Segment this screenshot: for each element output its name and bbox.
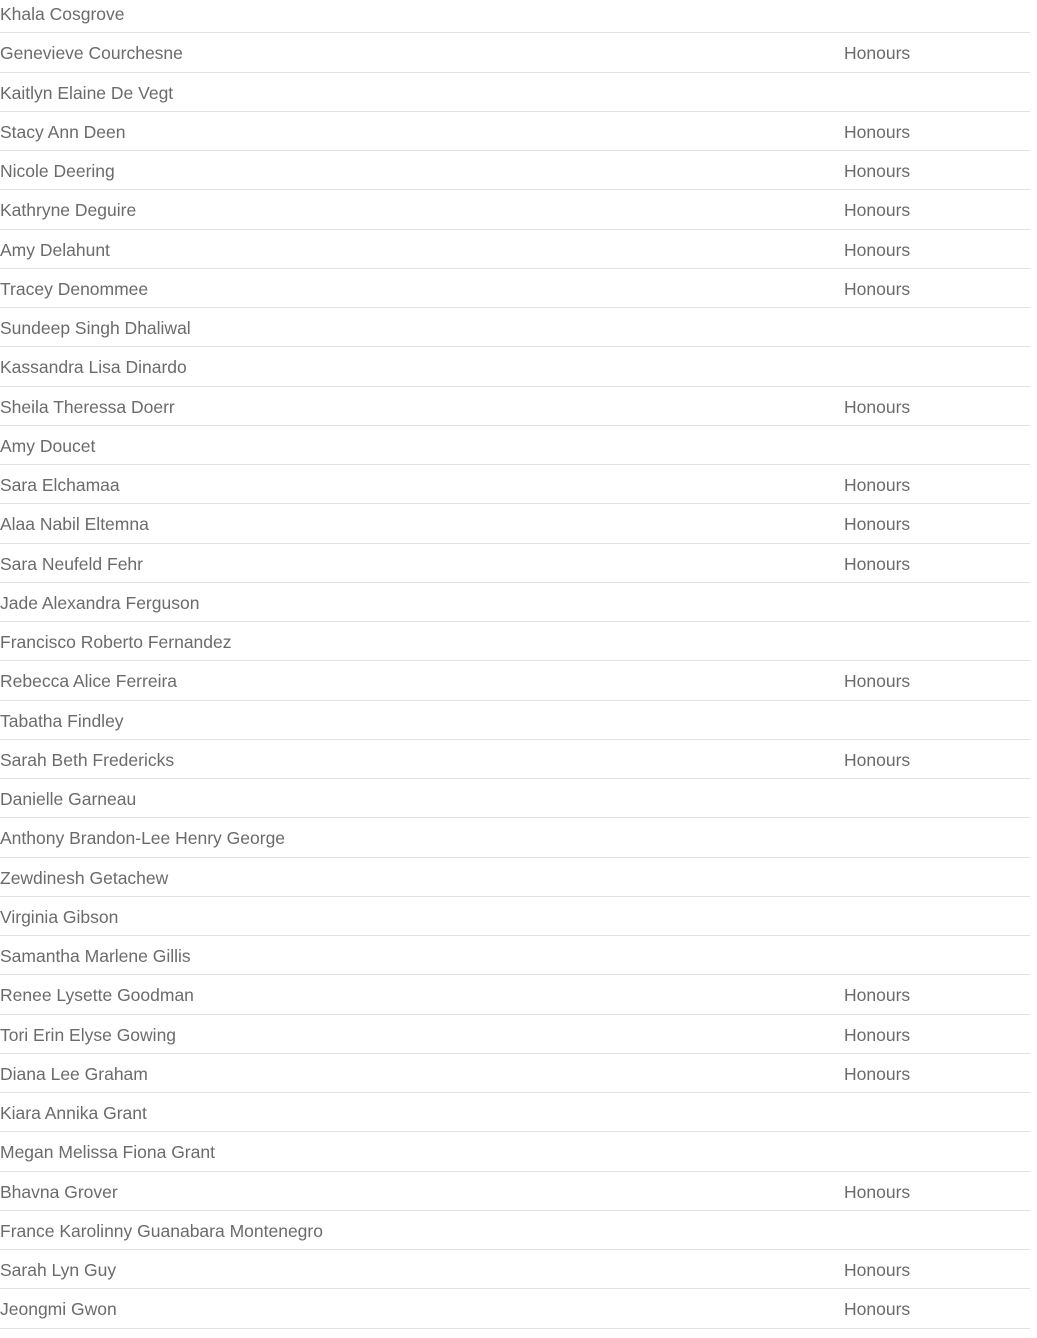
graduate-name: Bhavna Grover (0, 1181, 118, 1202)
graduate-name: Sarah Beth Fredericks (0, 749, 175, 770)
graduate-name: Genevieve Courchesne (0, 43, 183, 64)
graduate-name: Virginia Gibson (0, 906, 119, 927)
honours-label: Honours (844, 475, 911, 495)
table-row (0, 426, 1030, 465)
table-row (0, 975, 1030, 1014)
graduate-name: Rebecca Alice Ferreira (0, 671, 178, 692)
table-row (0, 701, 1030, 740)
table-row (0, 583, 1030, 622)
graduate-name: Renee Lysette Goodman (0, 985, 194, 1006)
graduate-name: Khala Cosgrove (0, 4, 125, 24)
table-row (0, 347, 1030, 386)
graduate-name: Francisco Roberto Fernandez (0, 632, 232, 652)
table-row (0, 1172, 1030, 1211)
graduate-name: Kiara Annika Grant (0, 1103, 147, 1123)
table-row (0, 33, 1030, 72)
honours-label: Honours (844, 200, 911, 221)
table-row (0, 465, 1030, 504)
table-row (0, 936, 1030, 975)
table-row (0, 504, 1030, 543)
table-row (0, 818, 1030, 857)
graduate-name: Jeongmi Gwon (0, 1299, 117, 1320)
honours-label: Honours (844, 1299, 911, 1320)
honours-label: Honours (844, 239, 911, 260)
graduate-name: France Karolinny Guanabara Montenegro (0, 1220, 323, 1241)
graduate-name: Stacy Ann Deen (0, 121, 126, 142)
graduate-name: Tori Erin Elyse Gowing (0, 1024, 177, 1045)
graduate-name: Tracey Denommee (0, 278, 149, 299)
graduate-name: Amy Delahunt (0, 239, 110, 260)
honours-label: Honours (844, 553, 911, 574)
table-row (0, 151, 1030, 190)
honours-label: Honours (844, 514, 911, 535)
table-row (0, 1093, 1030, 1132)
graduate-name: Sara Elchamaa (0, 475, 120, 495)
honours-label: Honours (844, 43, 911, 64)
table-row (0, 230, 1030, 269)
graduate-name: Nicole Deering (0, 161, 115, 181)
table-row (0, 0, 1030, 33)
graduate-name: Anthony Brandon-Lee Henry George (0, 828, 286, 849)
graduate-name: Sundeep Singh Dhaliwal (0, 318, 191, 338)
honours-label: Honours (844, 1063, 911, 1084)
honours-label: Honours (844, 671, 911, 692)
graduate-name: Megan Melissa Fiona Grant (0, 1142, 215, 1163)
table-row (0, 897, 1030, 936)
table-row (0, 1250, 1030, 1289)
graduate-name: Amy Doucet (0, 435, 96, 456)
honours-label: Honours (844, 161, 911, 181)
graduate-name: Sara Neufeld Fehr (0, 553, 143, 574)
graduate-name: Danielle Garneau (0, 789, 137, 809)
honours-label: Honours (844, 278, 911, 299)
table-row (0, 661, 1030, 700)
table-row (0, 1054, 1030, 1093)
table-row (0, 740, 1030, 779)
honours-label: Honours (844, 1181, 911, 1202)
graduate-name: Alaa Nabil Eltemna (0, 514, 149, 535)
graduate-name: Sarah Lyn Guy (0, 1260, 117, 1280)
table-row (0, 387, 1030, 426)
graduate-name: Tabatha Findley (0, 710, 124, 731)
table-row (0, 622, 1030, 661)
graduate-name: Kaitlyn Elaine De Vegt (0, 82, 174, 103)
graduate-name: Kassandra Lisa Dinardo (0, 357, 187, 378)
table-row (0, 858, 1030, 897)
graduate-name: Sheila Theressa Doerr (0, 396, 175, 417)
graduate-name: Jade Alexandra Ferguson (0, 592, 200, 613)
honours-label: Honours (844, 1260, 911, 1280)
table-row (0, 1289, 1030, 1328)
table-row (0, 544, 1030, 583)
table-row (0, 308, 1030, 347)
graduate-name: Zewdinesh Getachew (0, 867, 169, 888)
table-row (0, 779, 1030, 818)
graduate-name: Samantha Marlene Gillis (0, 946, 191, 966)
honours-label: Honours (844, 985, 911, 1006)
table-row (0, 1132, 1030, 1171)
table-row (0, 112, 1030, 151)
honours-label: Honours (844, 749, 911, 770)
graduate-name: Diana Lee Graham (0, 1063, 148, 1084)
table-row (0, 1015, 1030, 1054)
table-row (0, 269, 1030, 308)
table-row (0, 1211, 1030, 1250)
table-row (0, 73, 1030, 112)
table-row (0, 190, 1030, 229)
honours-label: Honours (844, 396, 911, 417)
honours-label: Honours (844, 121, 911, 142)
graduate-name: Kathryne Deguire (0, 200, 137, 221)
honours-label: Honours (844, 1024, 911, 1045)
